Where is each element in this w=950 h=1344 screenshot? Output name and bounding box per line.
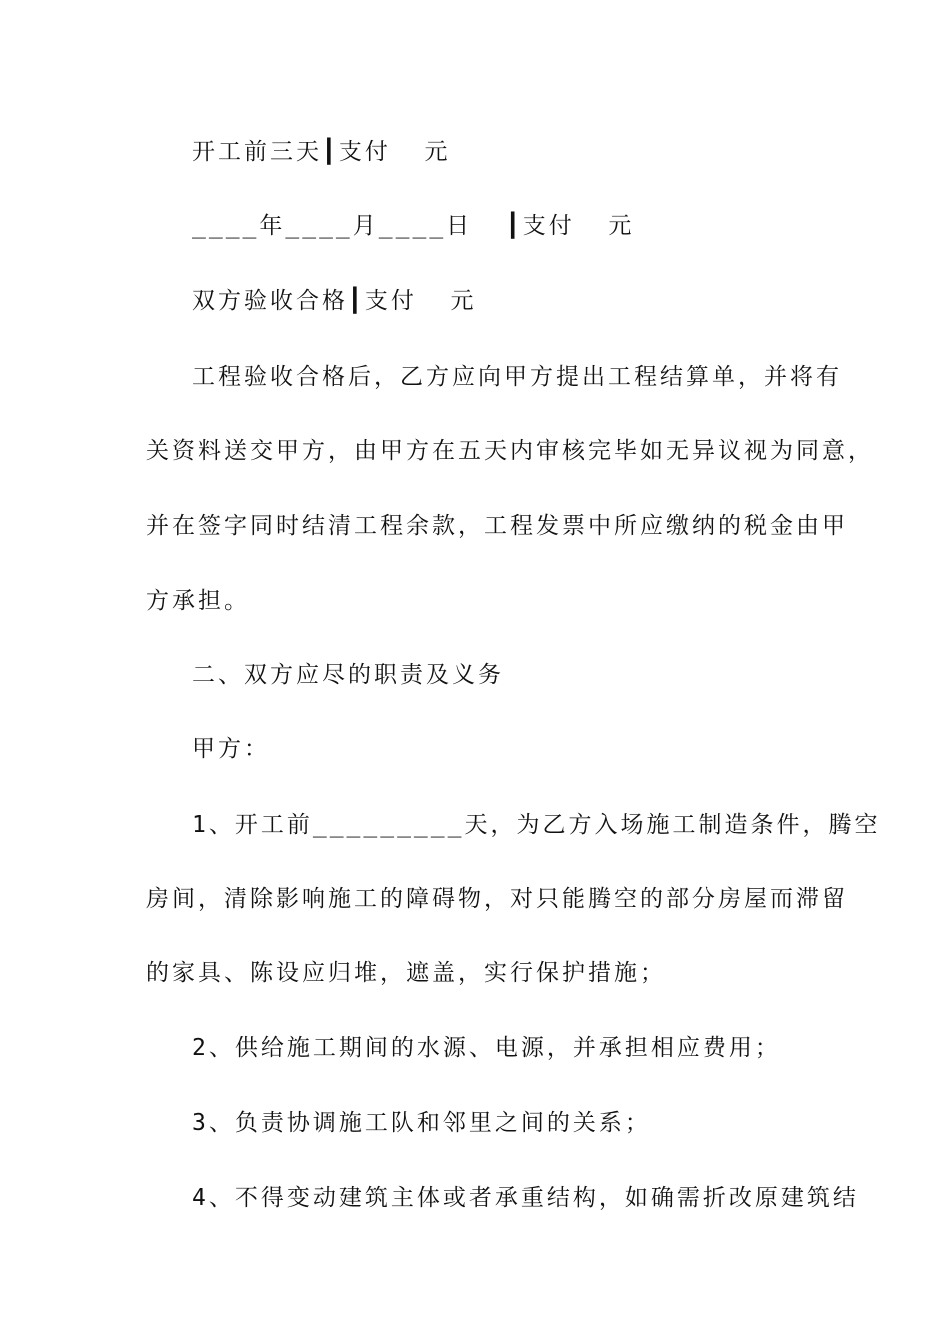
- list-item-3: 3、负责协调施工队和邻里之间的关系；: [192, 1110, 651, 1136]
- payment-line-acceptance: 双方验收合格┃支付 元: [192, 288, 477, 314]
- payment-line-start: 开工前三天┃支付 元: [192, 139, 451, 165]
- list-item-1: 1、开工前_________天，为乙方入场施工制造条件，腾空: [192, 812, 881, 838]
- section-heading: 二、双方应尽的职责及义务: [192, 662, 504, 688]
- party-a-label: 甲方：: [192, 736, 270, 762]
- paragraph-line: 并在签字同时结清工程余款，工程发票中所应缴纳的税金由甲: [146, 513, 848, 539]
- list-item-4: 4、不得变动建筑主体或者承重结构，如确需折改原建筑结: [192, 1185, 859, 1211]
- paragraph-line: 方承担。: [146, 588, 250, 614]
- payment-line-date: ____年____月____日 ┃支付 元: [192, 213, 635, 239]
- list-item-2: 2、供给施工期间的水源、电源，并承担相应费用；: [192, 1035, 781, 1061]
- list-item-1-continued: 的家具、陈设应归堆，遮盖，实行保护措施；: [146, 960, 666, 986]
- list-item-1-continued: 房间，清除影响施工的障碍物，对只能腾空的部分房屋而滞留: [146, 886, 848, 912]
- paragraph-line: 工程验收合格后，乙方应向甲方提出工程结算单，并将有: [192, 364, 842, 390]
- paragraph-line: 关资料送交甲方，由甲方在五天内审核完毕如无异议视为同意，: [146, 438, 874, 464]
